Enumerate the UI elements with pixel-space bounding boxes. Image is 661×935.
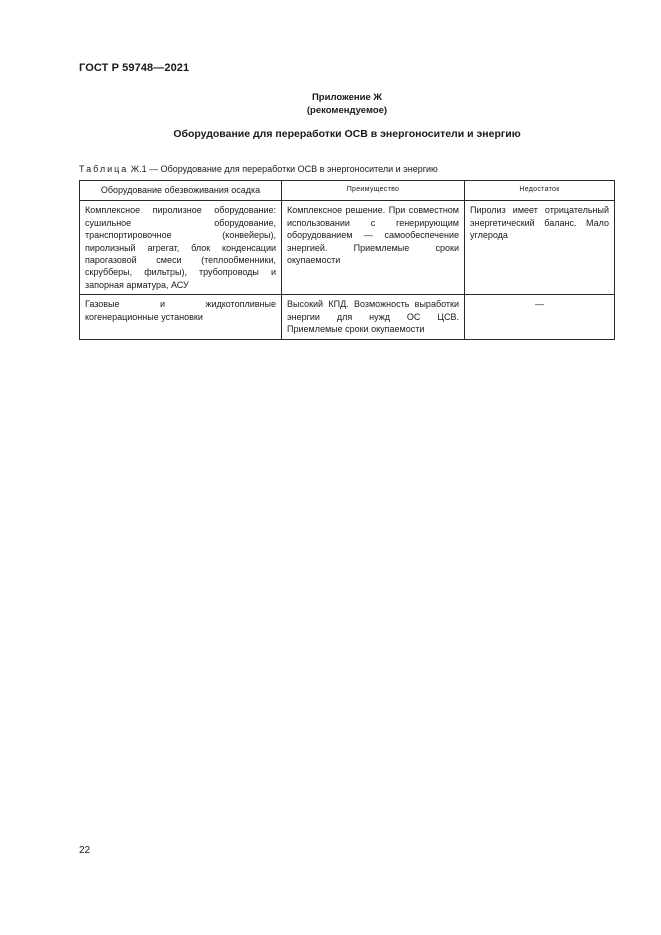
cell-equipment: Газовые и жидкотопливные когенерационные установки: [80, 295, 282, 340]
table-caption: [79, 164, 438, 174]
table-row: [80, 201, 615, 295]
appendix-subtitle: (рекомендуемое): [306, 105, 388, 116]
column-header-equipment: Оборудование обезвоживания осадка: [80, 181, 282, 201]
cell-advantage: Комплексное решение. При совместном использовании с генерирующим оборудованием — самообеспечение энергией. Приемлемые сроки окупаемости: [282, 201, 465, 295]
page-number: 22: [79, 845, 91, 856]
section-title: Оборудование для переработки ОСВ в энергоносители и энергию: [173, 128, 521, 140]
column-header-disadvantage: Недостаток: [465, 181, 615, 201]
standard-number: ГОСТ Р 59748—2021: [79, 62, 190, 74]
table-caption-prefix: Таблица: [79, 164, 129, 174]
appendix-title: Приложение Ж: [311, 92, 383, 103]
column-header-advantage: Преимущество: [282, 181, 465, 201]
cell-disadvantage: —: [465, 295, 615, 340]
cell-disadvantage: Пиролиз имеет отрицательный энергетический баланс. Мало углерода: [465, 201, 615, 295]
table-header-row: [80, 181, 615, 201]
cell-equipment: Комплексное пиролизное оборудование: сушильное оборудование, транспортировочное (конвейеры), пиролизный агрегат, блок конденсации парогазовой смеси (теплообменники, скрубберы, фильтры), трубопроводы и запорная арматура, АСУ: [80, 201, 282, 295]
equipment-table: [79, 180, 615, 340]
table-row: [80, 295, 615, 340]
appendix-heading: [80, 91, 614, 117]
cell-advantage: Высокий КПД. Возможность выработки энергии для нужд ОС ЦСВ. Приемлемые сроки окупаемости: [282, 295, 465, 340]
table-caption-text: Ж.1 — Оборудование для переработки ОСВ в энергоносители и энергию: [128, 164, 438, 174]
